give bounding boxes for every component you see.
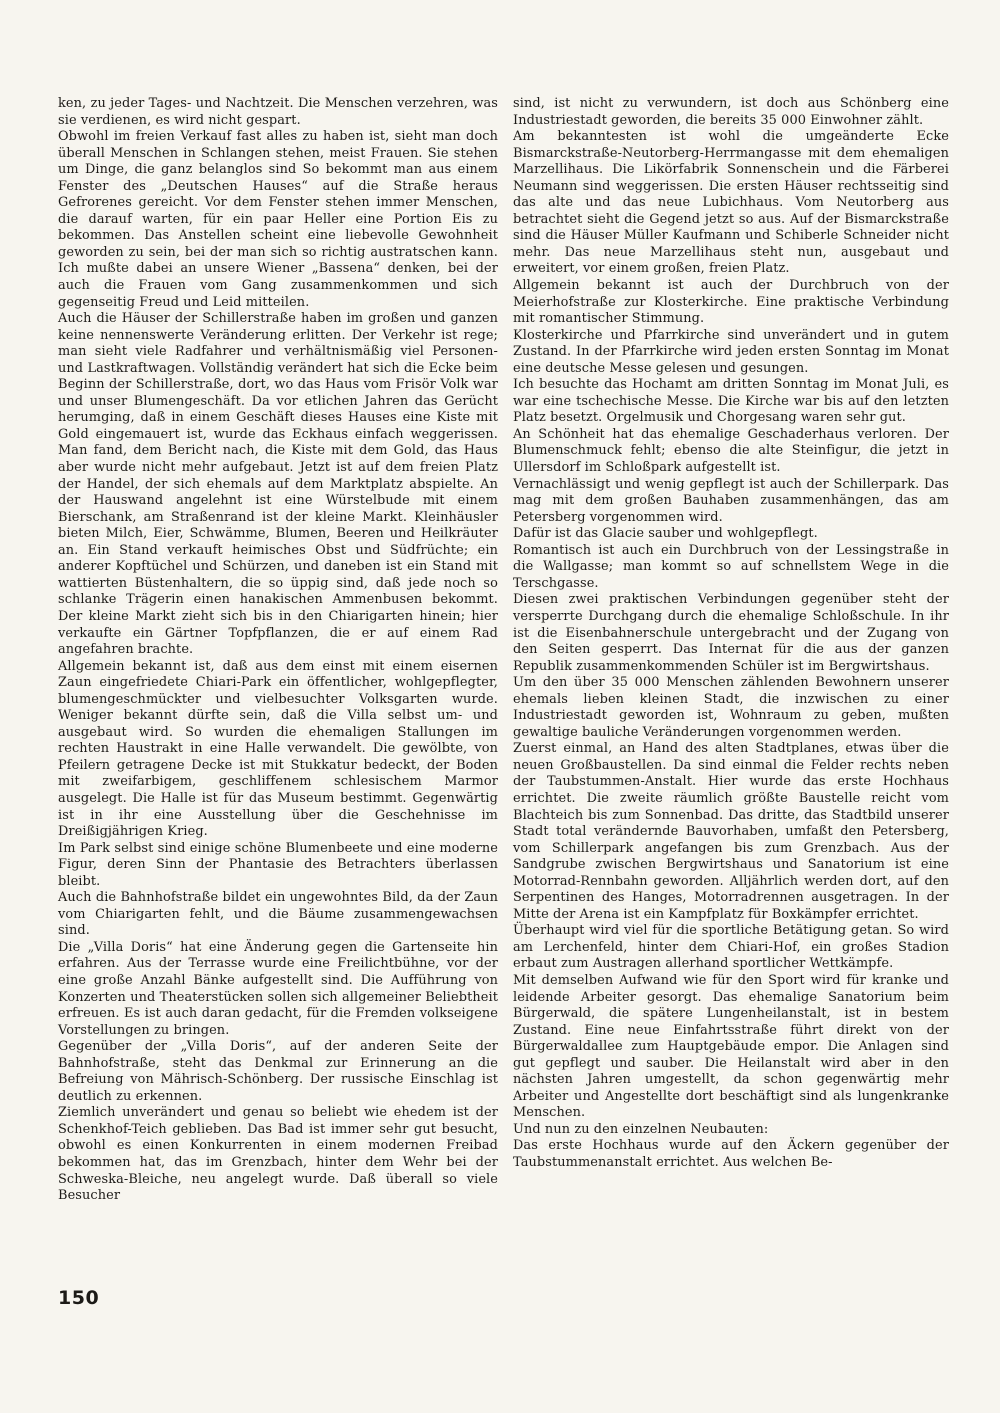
paragraph: Gegenüber der „Villa Doris“, auf der anderen Seite der Bahnhofstraße, steht das Denkmal zur Erinnerung an die Befreiung von Mährisch-Schönberg. Der russische Einschlag ist deutlich zu erkennen. [58,1039,498,1104]
right-text-column [513,96,949,1172]
paragraph: Im Park selbst sind einige schöne Blumenbeete und eine moderne Figur, deren Sinn der Phantasie des Betrachters überlassen bleibt. [58,840,498,889]
paragraph: Auch die Häuser der Schillerstraße haben im großen und ganzen keine nennenswerte Veränderung erlitten. Der Verkehr ist rege; man sieht viele Radfahrer und verhältnismäßig viel Personen- und Lastkraftwagen. Vollständig verändert hat sich die Ecke beim Beginn der Schillerstraße, dort, wo das Haus vom Frisör Volk war und unser Blumengeschäft. Da vor etlichen Jahren das Gerücht herumging, daß in einem Geschäft dieses Hauses eine Kiste mit Gold eingemauert ist, wurde das Eckhaus einfach weggerissen. Man fand, dem Bericht nach, die Kiste mit dem Gold, das Haus aber wurde nicht mehr aufgebaut. Jetzt ist auf dem freien Platz der Handel, der sich ehemals auf dem Marktplatz abspielte. An der Hauswand angelehnt ist eine Würstelbude mit einem Bierschank, am Straßenrand ist der kleine Markt. Kleinhäusler bieten Milch, Eier, Schwämme, Blumen, Beeren und Heilkräuter an. Ein Stand verkauft heimisches Obst und Südfrüchte; ein anderer Kopftüchel und Schürzen, und daneben ist ein Stand mit wattierten Büstenhaltern, die so üppig sind, daß jede noch so schlanke Trägerin einen hanakischen Ammenbusen bekommt. Der kleine Markt zieht sich bis in den Chiarigarten hinein; hier verkaufte ein Gärtner Topfpflanzen, die er auf einem Rad angefahren brachte. [58,311,498,658]
paragraph: sind, ist nicht zu verwundern, ist doch aus Schönberg eine Industriestadt geworden, die bereits 35 000 Einwohner zählt. [513,96,949,128]
paragraph: Und nun zu den einzelnen Neubauten: [513,1121,769,1137]
paragraph: Dafür ist das Glacie sauber und wohlgepflegt. [513,526,818,542]
paragraph: Die „Villa Doris“ hat eine Änderung gegen die Gartenseite hin erfahren. Aus der Terrasse wurde eine Freilichtbühne, vor der eine große Anzahl Bänke aufgestellt sind. Die Aufführung von Konzerten und Theaterstücken sollen sich allgemeiner Beliebtheit erfreuen. Es ist auch daran gedacht, für die Fremden volkseigene Vorstellungen zu bringen. [58,939,498,1038]
paragraph: Zuerst einmal, an Hand des alten Stadtplanes, etwas über die neuen Großbaustellen. Da sind einmal die Felder rechts neben der Taubstummen-Anstalt. Hier wurde das erste Hochhaus errichtet. Die zweite räumlich größte Baustelle reicht vom Blachteich bis zum Sonnenbad. Das dritte, das Stadtbild unserer Stadt total verändernde Bauvorhaben, umfaßt den Petersberg, vom Schillerpark angefangen bis zum Grenzbach. Aus der Sandgrube zwischen Bergwirtshaus und Sanatorium ist eine Motorrad-Rennbahn geworden. Alljährlich werden dort, auf den Serpentinen des Hanges, Motorradrennen ausgetragen. In der Mitte der Arena ist ein Kampfplatz für Boxkämpfer errichtet. [513,741,949,922]
page-number: 150 [58,1287,100,1309]
paragraph: Allgemein bekannt ist, daß aus dem einst mit einem eisernen Zaun eingefriedete Chiari-Park ein öffentlicher, wohlgepflegter, blumengeschmückter und vielbesuchter Volksgarten wurde. Weniger bekannt dürfte sein, daß die Villa selbst um- und ausgebaut wird. So wurden die ehemaligen Stallungen im rechten Haustrakt in eine Halle verwandelt. Die gewölbte, von Pfeilern getragene Decke ist mit Stukkatur bedeckt, der Boden mit zweifarbigem, geschliffenem schlesischem Marmor ausgelegt. Die Halle ist für das Museum bestimmt. Gegenwärtig ist in ihr eine Ausstellung über die Geschehnisse im Dreißigjährigen Krieg. [58,658,498,840]
paragraph: Mit demselben Aufwand wie für den Sport wird für kranke und leidende Arbeiter gesorgt. Das ehemalige Sanatorium beim Bürgerwald, die spätere Lungenheilanstalt, ist in bestem Zustand. Eine neue Einfahrtsstraße führt direkt von der Bürgerwaldallee zum Hauptgebäude empor. Die Anlagen sind gut gepflegt und sauber. Die Heilanstalt wird aber in den nächsten Jahren umgestellt, da schon gegenwärtig mehr Arbeiter und Angestellte dort beschäftigt sind als lungenkranke Menschen. [513,972,949,1121]
paragraph: An Schönheit hat das ehemalige Geschaderhaus verloren. Der Blumenschmuck fehlt; ebenso die alte Steinfigur, die jetzt in Ullersdorf im Schloßpark aufgestellt ist. [513,426,949,476]
paragraph: Um den über 35 000 Menschen zählenden Bewohnern unserer ehemals lieben kleinen Stadt, die inzwischen zu einer Industriestadt geworden ist, Wohnraum zu geben, mußten gewaltige bauliche Veränderungen vorgenommen werden. [513,675,949,740]
paragraph: Ziemlich unverändert und genau so beliebt wie ehedem ist der Schenkhof-Teich geblieben. Das Bad ist immer sehr gut besucht, obwohl es einen Konkurrenten in einem modernen Freibad bekommen hat, das im Grenzbach, hinter dem Wehr bei der Schweska-Bleiche, neu angelegt wurde. Daß überall so viele Besucher [58,1105,498,1204]
paragraph: Diesen zwei praktischen Verbindungen gegenüber steht der versperrte Durchgang durch die ehemalige Schloßschule. In ihr ist die Eisenbahnerschule untergebracht und der Zugang von den Seiten gesperrt. Das Internat für die aus der ganzen Republik zusammenkommenden Schüler ist im Bergwirtshaus. [513,592,949,674]
paragraph: Romantisch ist auch ein Durchbruch von der Lessingstraße in die Wallgasse; man kommt so auf schnellstem Wege in die Terschgasse. [513,542,949,591]
paragraph: Am bekanntesten ist wohl die umgeänderte Ecke Bismarckstraße-Neutorberg-Herrmangasse mit dem ehemaligen Marzellihaus. Die Likörfabrik Sonnenschein und die Färberei Neumann sind weggerissen. Die ersten Häuser rechtsseitig sind das alte und das neue Lubichhaus. Vom Neutorberg aus betrachtet sieht die Gegend jetzt so aus. Auf der Bismarckstraße sind die Häuser Müller Kaufmann und Schiberle Schneider nicht mehr. Das neue Marzellihaus steht nun, ausgebaut und erweitert, vor einem großen, freien Platz. [513,129,949,277]
paragraph: Das erste Hochhaus wurde auf den Äckern gegenüber der Taubstummenanstalt errichtet. Aus welchen Be- [513,1138,949,1170]
paragraph: ken, zu jeder Tages- und Nachtzeit. Die Menschen verzehren, was sie verdienen, es wird nicht gespart. [58,96,498,128]
paragraph: Allgemein bekannt ist auch der Durchbruch von der Meierhofstraße zur Klosterkirche. Eine praktische Verbindung mit romantischer Stimmung. [513,278,949,327]
paragraph: Vernachlässigt und wenig gepflegt ist auch der Schillerpark. Das mag mit dem großen Bauhaben zusammenhängen, das am Petersberg vorgenommen wird. [513,476,949,525]
left-text-column [58,96,498,1205]
paragraph: Überhaupt wird viel für die sportliche Betätigung getan. So wird am Lerchenfeld, hinter dem Chiari-Hof, ein großes Stadion erbaut zum Austragen allerhand sportlicher Wettkämpfe. [513,923,949,972]
paragraph: Obwohl im freien Verkauf fast alles zu haben ist, sieht man doch überall Menschen in Schlangen stehen, meist Frauen. Sie stehen um Dinge, die ganz belanglos sind So bekommt man aus einem Fenster des „Deutschen Hauses“ auf die Straße heraus Gefrorenes gereicht. Vor dem Fenster stehen immer Menschen, die darauf warten, für ein paar Heller eine Portion Eis zu bekommen. Das Anstellen scheint eine liebevolle Gewohnheit geworden zu sein, bei der man sich so richtig austratschen kann. Ich mußte dabei an unsere Wiener „Bassena“ denken, bei der auch die Frauen vom Gang zusammenkommen und sich gegenseitig Freud und Leid mitteilen. [58,129,498,310]
paragraph: Auch die Bahnhofstraße bildet ein ungewohntes Bild, da der Zaun vom Chiarigarten fehlt, und die Bäume zusammengewachsen sind. [58,890,498,939]
paragraph: Klosterkirche und Pfarrkirche sind unverändert und in gutem Zustand. In der Pfarrkirche wird jeden ersten Sonntag im Monat eine deutsche Messe gelesen und gesungen. [513,327,949,376]
paragraph: Ich besuchte das Hochamt am dritten Sonntag im Monat Juli, es war eine tschechische Messe. Die Kirche war bis auf den letzten Platz besetzt. Orgelmusik und Chorgesang waren sehr gut. [513,377,949,426]
